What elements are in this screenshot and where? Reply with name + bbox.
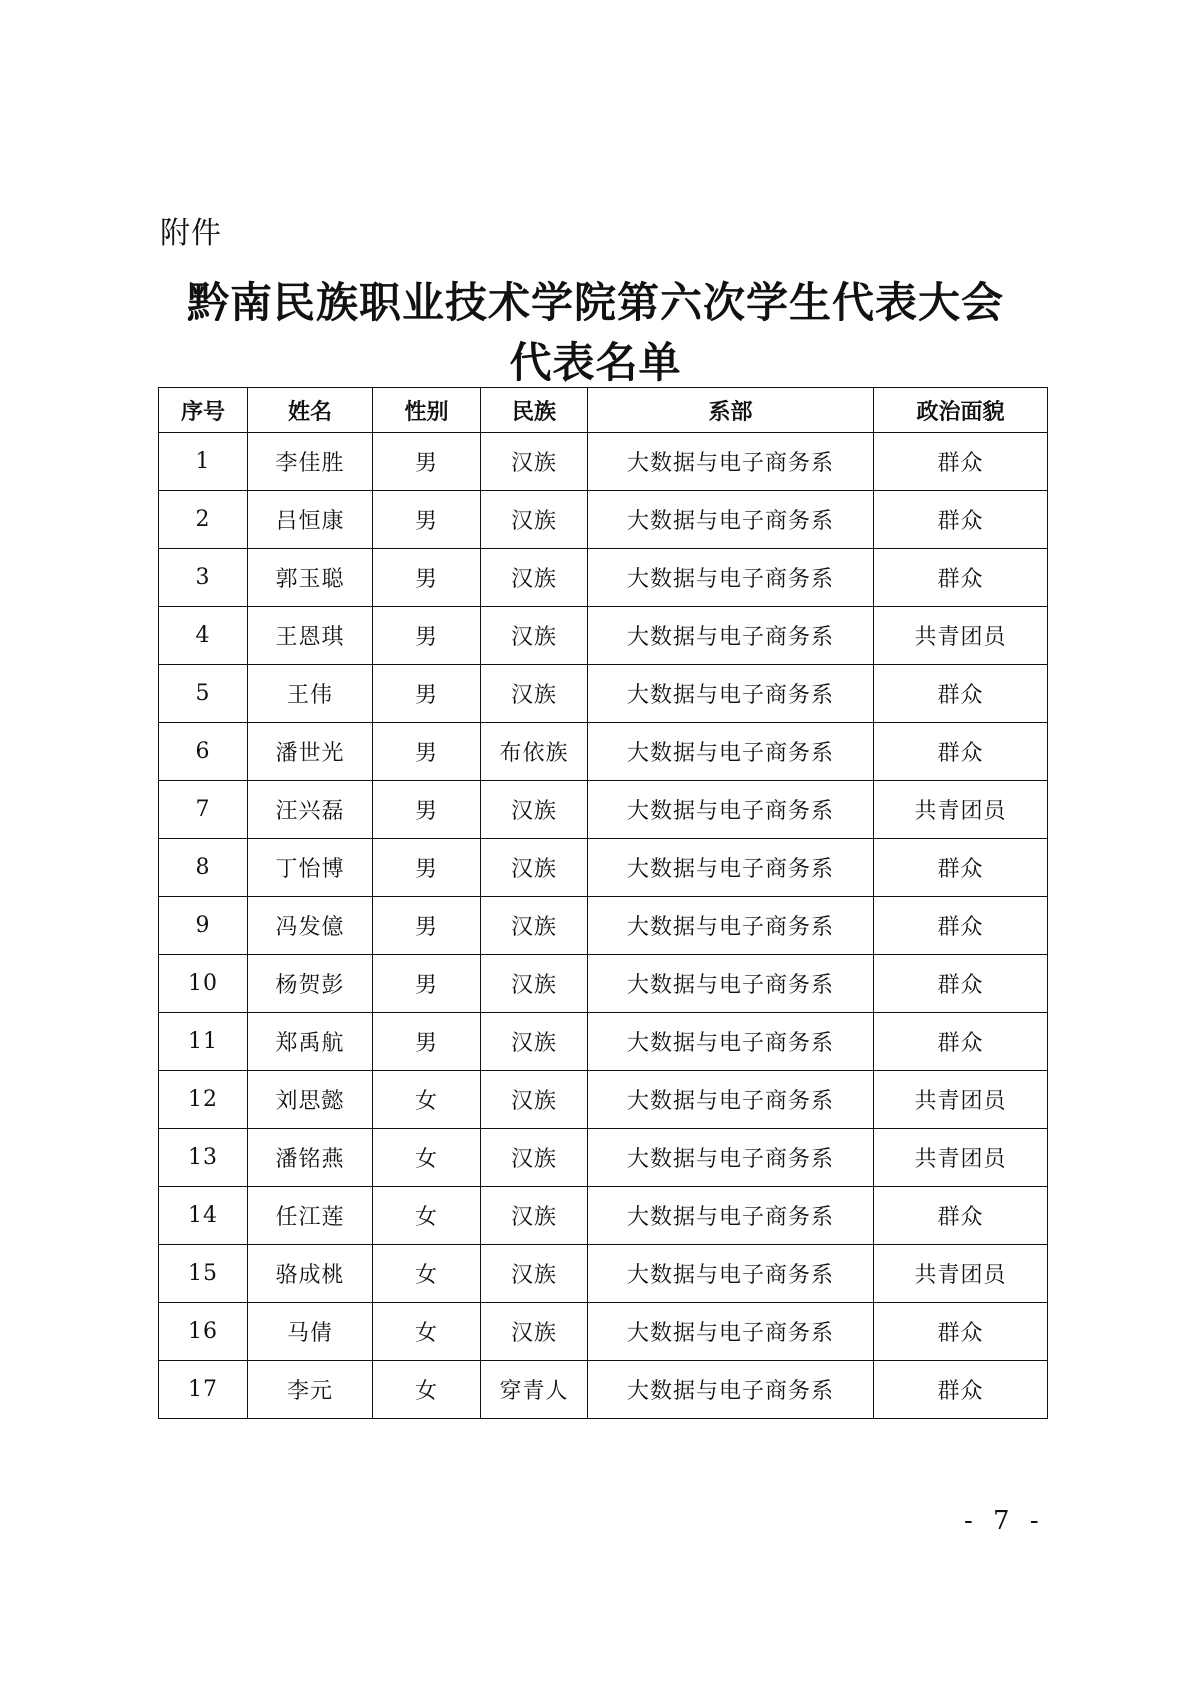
cell-index: 9	[159, 897, 248, 955]
cell-index: 5	[159, 665, 248, 723]
cell-index: 15	[159, 1245, 248, 1303]
cell-political-status: 群众	[874, 1187, 1048, 1245]
cell-gender: 男	[373, 607, 481, 665]
cell-index: 16	[159, 1303, 248, 1361]
cell-ethnicity: 穿青人	[481, 1361, 588, 1419]
cell-name: 任江莲	[248, 1187, 373, 1245]
cell-name: 李元	[248, 1361, 373, 1419]
cell-political-status: 群众	[874, 433, 1048, 491]
document-title-line-2: 代表名单	[509, 338, 682, 387]
table-row	[159, 665, 1048, 723]
cell-name: 马倩	[248, 1303, 373, 1361]
cell-ethnicity: 汉族	[481, 665, 588, 723]
cell-name: 王伟	[248, 665, 373, 723]
table-row	[159, 1361, 1048, 1419]
cell-index: 10	[159, 955, 248, 1013]
cell-political-status: 共青团员	[874, 1071, 1048, 1129]
cell-ethnicity: 汉族	[481, 1187, 588, 1245]
cell-department: 大数据与电子商务系	[588, 1303, 874, 1361]
cell-name: 杨贺彭	[248, 955, 373, 1013]
table-row	[159, 491, 1048, 549]
representatives-table	[158, 387, 1048, 1419]
cell-political-status: 共青团员	[874, 1245, 1048, 1303]
cell-name: 骆成桃	[248, 1245, 373, 1303]
table-body	[159, 433, 1048, 1419]
cell-index: 12	[159, 1071, 248, 1129]
cell-ethnicity: 汉族	[481, 1013, 588, 1071]
cell-gender: 男	[373, 491, 481, 549]
cell-department: 大数据与电子商务系	[588, 1361, 874, 1419]
cell-political-status: 共青团员	[874, 781, 1048, 839]
cell-name: 丁怡博	[248, 839, 373, 897]
cell-department: 大数据与电子商务系	[588, 955, 874, 1013]
cell-department: 大数据与电子商务系	[588, 665, 874, 723]
header-ethnicity: 民族	[481, 388, 588, 433]
document-title-line-1: 黔南民族职业技术学院第六次学生代表大会	[186, 278, 1004, 327]
cell-index: 8	[159, 839, 248, 897]
table-row	[159, 1071, 1048, 1129]
cell-index: 1	[159, 433, 248, 491]
cell-department: 大数据与电子商务系	[588, 839, 874, 897]
cell-department: 大数据与电子商务系	[588, 897, 874, 955]
cell-gender: 男	[373, 839, 481, 897]
cell-ethnicity: 汉族	[481, 1071, 588, 1129]
table-row	[159, 723, 1048, 781]
table-row	[159, 955, 1048, 1013]
cell-ethnicity: 汉族	[481, 1129, 588, 1187]
table-row	[159, 1303, 1048, 1361]
cell-department: 大数据与电子商务系	[588, 491, 874, 549]
cell-political-status: 群众	[874, 1361, 1048, 1419]
table-header-row	[159, 388, 1048, 433]
cell-gender: 男	[373, 1013, 481, 1071]
cell-political-status: 群众	[874, 1303, 1048, 1361]
cell-department: 大数据与电子商务系	[588, 723, 874, 781]
cell-political-status: 群众	[874, 897, 1048, 955]
cell-gender: 男	[373, 433, 481, 491]
cell-gender: 男	[373, 665, 481, 723]
cell-department: 大数据与电子商务系	[588, 1071, 874, 1129]
cell-index: 7	[159, 781, 248, 839]
cell-political-status: 群众	[874, 491, 1048, 549]
header-name: 姓名	[248, 388, 373, 433]
cell-ethnicity: 汉族	[481, 607, 588, 665]
cell-political-status: 群众	[874, 839, 1048, 897]
cell-gender: 男	[373, 897, 481, 955]
cell-name: 潘世光	[248, 723, 373, 781]
cell-name: 郭玉聪	[248, 549, 373, 607]
cell-gender: 女	[373, 1129, 481, 1187]
cell-political-status: 群众	[874, 1013, 1048, 1071]
cell-index: 4	[159, 607, 248, 665]
cell-index: 11	[159, 1013, 248, 1071]
table-row	[159, 1013, 1048, 1071]
cell-department: 大数据与电子商务系	[588, 433, 874, 491]
cell-gender: 男	[373, 955, 481, 1013]
cell-political-status: 群众	[874, 665, 1048, 723]
cell-index: 14	[159, 1187, 248, 1245]
table-row	[159, 1245, 1048, 1303]
page-number: - 7 -	[964, 1506, 1045, 1536]
cell-department: 大数据与电子商务系	[588, 1245, 874, 1303]
cell-gender: 女	[373, 1187, 481, 1245]
cell-ethnicity: 汉族	[481, 839, 588, 897]
cell-ethnicity: 汉族	[481, 549, 588, 607]
cell-gender: 男	[373, 549, 481, 607]
cell-political-status: 共青团员	[874, 1129, 1048, 1187]
cell-department: 大数据与电子商务系	[588, 607, 874, 665]
cell-name: 潘铭燕	[248, 1129, 373, 1187]
table-row	[159, 839, 1048, 897]
cell-gender: 女	[373, 1245, 481, 1303]
cell-name: 王恩琪	[248, 607, 373, 665]
cell-name: 冯发億	[248, 897, 373, 955]
cell-gender: 女	[373, 1361, 481, 1419]
table-row	[159, 1187, 1048, 1245]
cell-political-status: 群众	[874, 723, 1048, 781]
attachment-label: 附件	[160, 216, 222, 251]
cell-department: 大数据与电子商务系	[588, 781, 874, 839]
cell-index: 3	[159, 549, 248, 607]
header-political-status: 政治面貌	[874, 388, 1048, 433]
cell-ethnicity: 布依族	[481, 723, 588, 781]
cell-gender: 女	[373, 1071, 481, 1129]
cell-index: 2	[159, 491, 248, 549]
table-row	[159, 897, 1048, 955]
cell-name: 吕恒康	[248, 491, 373, 549]
cell-index: 13	[159, 1129, 248, 1187]
cell-index: 17	[159, 1361, 248, 1419]
table-row	[159, 607, 1048, 665]
header-department: 系部	[588, 388, 874, 433]
cell-department: 大数据与电子商务系	[588, 1013, 874, 1071]
cell-name: 刘思懿	[248, 1071, 373, 1129]
cell-department: 大数据与电子商务系	[588, 1187, 874, 1245]
cell-department: 大数据与电子商务系	[588, 549, 874, 607]
cell-ethnicity: 汉族	[481, 491, 588, 549]
cell-ethnicity: 汉族	[481, 1303, 588, 1361]
cell-name: 汪兴磊	[248, 781, 373, 839]
cell-gender: 男	[373, 781, 481, 839]
table-row	[159, 1129, 1048, 1187]
cell-ethnicity: 汉族	[481, 955, 588, 1013]
cell-gender: 男	[373, 723, 481, 781]
cell-political-status: 群众	[874, 549, 1048, 607]
cell-ethnicity: 汉族	[481, 897, 588, 955]
cell-ethnicity: 汉族	[481, 781, 588, 839]
cell-name: 郑禹航	[248, 1013, 373, 1071]
cell-name: 李佳胜	[248, 433, 373, 491]
cell-index: 6	[159, 723, 248, 781]
cell-ethnicity: 汉族	[481, 433, 588, 491]
cell-department: 大数据与电子商务系	[588, 1129, 874, 1187]
table-row	[159, 781, 1048, 839]
cell-political-status: 共青团员	[874, 607, 1048, 665]
table-row	[159, 549, 1048, 607]
cell-gender: 女	[373, 1303, 481, 1361]
cell-political-status: 群众	[874, 955, 1048, 1013]
header-gender: 性别	[373, 388, 481, 433]
cell-ethnicity: 汉族	[481, 1245, 588, 1303]
table-row	[159, 433, 1048, 491]
header-index: 序号	[159, 388, 248, 433]
